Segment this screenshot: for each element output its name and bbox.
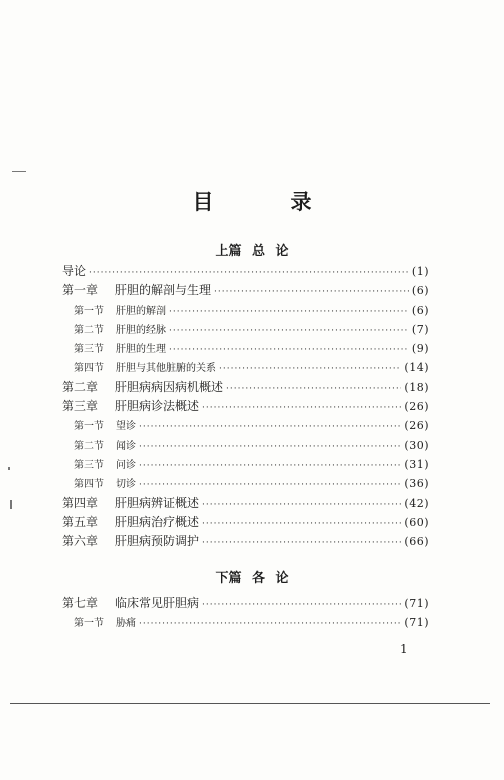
entry-number: 第四节 xyxy=(74,479,104,491)
dot-leader xyxy=(139,438,401,457)
entry-title: 肝胆的生理 xyxy=(116,344,166,356)
toc-section-entry xyxy=(62,436,429,455)
entry-title: 肝胆病治疗概述 xyxy=(115,514,200,529)
entry-title: 肝胆病病因病机概述 xyxy=(115,379,224,394)
entry-number: 第三章 xyxy=(62,399,99,414)
entry-page: (71) xyxy=(404,616,429,630)
toc-chapter-entry xyxy=(62,397,429,416)
toc-list-upper xyxy=(62,262,429,551)
entry-number: 第三节 xyxy=(74,344,104,356)
entry-page: (26) xyxy=(404,419,429,433)
entry-number: 第六章 xyxy=(62,534,99,549)
entry-title: 闻诊 xyxy=(116,440,136,452)
toc-section-entry xyxy=(62,455,429,474)
toc-chapter-entry xyxy=(62,378,429,397)
scan-mark xyxy=(10,500,12,509)
entry-page: (6) xyxy=(411,303,429,317)
dot-leader xyxy=(202,596,401,615)
toc-chapter-entry xyxy=(62,281,429,300)
dot-leader xyxy=(169,322,409,341)
scan-mark xyxy=(12,171,26,172)
dot-leader xyxy=(169,303,409,322)
entry-number: 第一节 xyxy=(74,421,104,433)
entry-title: 切诊 xyxy=(116,479,136,491)
entry-page: (14) xyxy=(404,361,429,375)
entry-number: 第四节 xyxy=(74,363,104,375)
dot-leader xyxy=(226,380,401,399)
scan-mark xyxy=(8,467,10,470)
dot-leader xyxy=(139,457,401,476)
entry-page: (31) xyxy=(404,457,429,471)
bottom-rule xyxy=(10,703,490,704)
entry-title: 肝胆的经脉 xyxy=(116,324,166,336)
toc-section-entry xyxy=(62,320,429,339)
dot-leader xyxy=(139,418,401,437)
entry-page: (1) xyxy=(411,265,429,278)
entry-page: (30) xyxy=(404,438,429,452)
entry-page: (71) xyxy=(404,597,429,610)
part-heading-upper: 上篇 总 论 xyxy=(215,244,289,259)
toc-chapter-entry xyxy=(62,262,429,281)
dot-leader xyxy=(139,615,401,634)
part-heading-lower: 下篇 各 论 xyxy=(215,571,289,586)
entry-page: (7) xyxy=(411,322,429,336)
toc-chapter-entry xyxy=(62,494,429,513)
entry-number: 第三节 xyxy=(74,459,104,471)
entry-number: 第五章 xyxy=(62,514,99,529)
dot-leader xyxy=(202,515,401,534)
entry-title: 问诊 xyxy=(116,459,136,471)
toc-section-entry xyxy=(62,613,429,632)
entry-number: 第二节 xyxy=(74,324,104,336)
entry-number: 第一节 xyxy=(74,618,104,630)
toc-section-entry xyxy=(62,474,429,493)
entry-title: 肝胆的解剖与生理 xyxy=(115,283,212,298)
toc-section-entry xyxy=(62,358,429,377)
page-number: 1 xyxy=(400,642,408,656)
entry-number: 第二节 xyxy=(74,440,104,452)
toc-list-lower xyxy=(62,594,429,633)
entry-page: (60) xyxy=(404,515,429,529)
entry-number: 第四章 xyxy=(62,495,99,510)
page-title: 目 录 xyxy=(192,190,340,214)
entry-title: 胁痛 xyxy=(116,618,136,630)
dot-leader xyxy=(169,341,409,360)
toc-chapter-entry xyxy=(62,513,429,532)
entry-page: (6) xyxy=(411,284,429,298)
entry-title: 肝胆的解剖 xyxy=(116,305,166,317)
toc-section-entry xyxy=(62,301,429,320)
entry-number: 第一章 xyxy=(62,283,99,298)
entry-page: (42) xyxy=(404,496,429,510)
entry-title: 望诊 xyxy=(116,421,136,433)
entry-page: (36) xyxy=(404,477,429,491)
dot-leader xyxy=(202,496,401,515)
entry-title: 肝胆病预防调护 xyxy=(115,534,200,549)
dot-leader xyxy=(214,283,409,302)
entry-number: 第七章 xyxy=(62,596,99,610)
entry-number: 第二章 xyxy=(62,379,99,394)
dot-leader xyxy=(202,399,401,418)
toc-chapter-entry xyxy=(62,594,429,613)
entry-page: (9) xyxy=(411,342,429,356)
entry-title: 肝胆病辨证概述 xyxy=(115,495,200,510)
entry-title: 临床常见肝胆病 xyxy=(115,596,200,610)
entry-title: 肝胆与其他脏腑的关系 xyxy=(116,363,216,375)
toc-section-entry xyxy=(62,339,429,358)
entry-page: (66) xyxy=(404,535,429,549)
toc-chapter-entry xyxy=(62,532,429,551)
dot-leader xyxy=(219,360,401,379)
entry-title: 肝胆病诊法概述 xyxy=(115,399,200,414)
entry-page: (26) xyxy=(404,400,429,414)
dot-leader xyxy=(202,534,401,553)
entry-number: 第一节 xyxy=(74,305,104,317)
toc-section-entry xyxy=(62,416,429,435)
entry-page: (18) xyxy=(404,380,429,394)
entry-title: 导论 xyxy=(62,264,87,278)
